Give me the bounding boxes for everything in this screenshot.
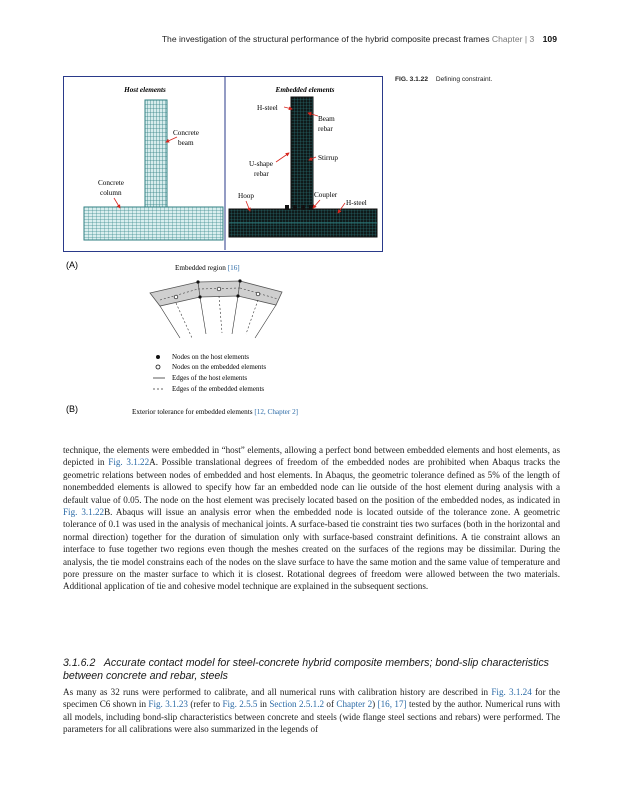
arrow-coupler (313, 200, 320, 208)
ref-link-fig-3-1-22a[interactable]: Fig. 3.1.22 (108, 457, 150, 468)
body-paragraph-2: As many as 32 runs were performed to calibrate, and all numerical runs with calibration history are described in Fig. 3.1.24 for the specimen C6 shown in Fig. 3.1.23 (refer to Fig. 2.5.5 in Section 2.5.1.2 of Chapter 2) [16, 17] tested by the author. Numerical runs with all models, including bond-slip characteristics between concrete and steels (wide flange steel sections and rebars) were performed. The parameters for all calibrations were also summarized in the legends of (63, 687, 561, 735)
legend-embedded-node-symbol (156, 365, 160, 369)
label-beam-rebar-1: Beam (318, 115, 335, 123)
label-concrete-beam-2: beam (178, 139, 194, 147)
panel-b-subcaption: Exterior tolerance for embedded elements [12, Chapter 2] (132, 408, 299, 416)
legend-embedded-nodes: Nodes on the embedded elements (172, 363, 267, 371)
label-concrete-column-1: Concrete (98, 179, 124, 187)
ref-link-fig-3-1-23[interactable]: Fig. 3.1.23 (148, 699, 188, 710)
label-stirrup: Stirrup (318, 154, 338, 162)
label-beam-rebar-2: rebar (318, 125, 333, 133)
label-hoop: Hoop (238, 192, 254, 200)
ref-link-citation-16-17[interactable]: [16, 17] (377, 699, 407, 710)
legend-host-nodes: Nodes on the host elements (172, 353, 249, 361)
host-concrete-beam-mesh (145, 100, 167, 208)
ref-link-chapter-2[interactable]: Chapter 2 (336, 699, 373, 710)
host-elements-title: Host elements (124, 86, 166, 94)
arrow-u-shape-rebar (276, 153, 289, 162)
legend-embedded-edges: Edges of the embedded elements (172, 385, 265, 393)
ref-link-fig-3-1-24[interactable]: Fig. 3.1.24 (491, 687, 532, 697)
label-u-shape-rebar-1: U-shape (249, 160, 273, 168)
chapter-separator: | (524, 34, 528, 44)
arrow-concrete-beam (166, 137, 177, 142)
section-number: 3.1.6.2 (63, 657, 96, 669)
ref-link-fig-3-1-22b[interactable]: Fig. 3.1.22 (63, 507, 105, 518)
label-h-steel-right: H-steel (346, 199, 367, 207)
section-heading (63, 657, 560, 682)
tolerance-diagram (150, 279, 282, 338)
panel-a-tag: (A) (66, 260, 78, 270)
label-h-steel-top: H-steel (257, 104, 278, 112)
panel-a-subcaption: Embedded region [16] (175, 264, 240, 272)
label-u-shape-rebar-2: rebar (254, 170, 269, 178)
ref-link-section-2-5-1-2[interactable]: Section 2.5.1.2 (269, 699, 325, 710)
chapter-label: Chapter (491, 34, 523, 44)
legend-host-edges: Edges of the host elements (172, 374, 248, 382)
body-paragraph-1: technique, the elements were embedded in “host” elements, allowing a perfect bond between embedded elements and host elements, as depicted in Fig. 3.1.22A. Possible translational degrees of freedom of the embedded nodes are prohibited when Abaqus tracks the geometric relations between nodes of embedded and host elements. In Abaqus, the geometric tolerance defined as 5% of the length of nonembedded elements is allowed to specify how far an embedded node can lie outside of the host element during analysis with a default value of 0.05. The node on the host element was precisely located based on the position of the embedded nodes, as indicated in Fig. 3.1.22B. Abaqus will issue an analysis error when the embedded node is located outside of the tolerance zone. A geometric tolerance of 0.1 was used in the analysis of mechanical joints. A surface-based tie constraint ties two surfaces (both in the horizontal and normal direction) together for the duration of simulation only with surface-based constraint definitions. A tie constraint allows an interface to fuse together two regions even though the meshes created on the surfaces of the regions may be dissimilar. During the analysis, the tie model constrains each of the nodes on the slave surface to have the same motion and the same value of temperature and pore pressure on the master surface to which it is closest. Rotational degrees of freedom were allowed between the two materials. Additional application of tie and cohesive model technique are explained in the subsequent sections. (63, 445, 560, 592)
label-coupler: Coupler (314, 191, 338, 199)
running-head-title: The investigation of the structural performance of the hybrid composite precast frames (161, 34, 490, 44)
label-concrete-column-2: column (100, 189, 122, 197)
chapter-number: 3 (529, 34, 535, 44)
host-concrete-column-mesh (84, 207, 223, 240)
figure-caption-label: FIG. 3.1.22 (395, 76, 428, 83)
embedded-elements-title: Embedded elements (275, 86, 335, 94)
label-concrete-beam-1: Concrete (173, 129, 199, 137)
page-number: 109 (542, 34, 557, 44)
legend-host-node-symbol (156, 355, 160, 359)
ref-link-fig-2-5-5[interactable]: Fig. 2.5.5 (222, 699, 258, 710)
panel-b-tag: (B) (66, 404, 78, 414)
figure-caption-text: Defining constraint. (435, 76, 493, 83)
section-title: Accurate contact model for steel-concrete hybrid composite members; bond-slip characteristics between concrete and rebar, steels (63, 657, 549, 682)
